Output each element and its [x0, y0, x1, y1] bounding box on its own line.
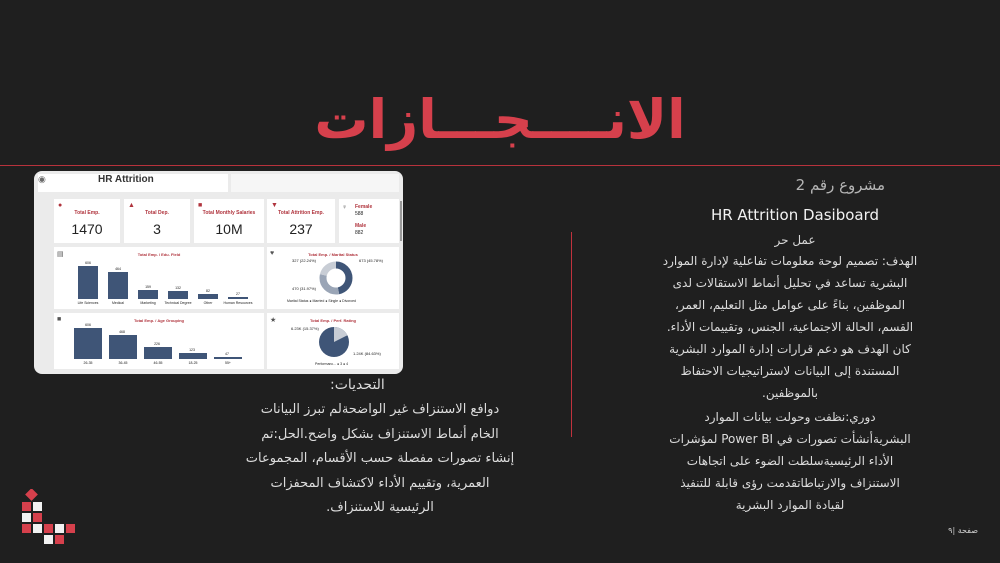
role-line: دوري:نظفت وحولت بيانات الموارد [704, 410, 876, 424]
category-label: 55+ [225, 361, 231, 365]
kpi-total-emp [54, 199, 120, 243]
money-icon: ■ [198, 202, 203, 209]
hr-icon: ◉ [38, 174, 46, 184]
bar-value: 606 [85, 261, 91, 265]
bar-46-55 [144, 347, 172, 359]
donut-label: 470 (31.97%) [292, 286, 317, 291]
goal-line: المستندة إلى البيانات لاستراتيجيات الاحتفاظ [680, 364, 900, 378]
edu-field-panel [54, 247, 264, 309]
dashboard-screenshot [34, 171, 403, 374]
category-label: Other [203, 301, 213, 305]
edu-panel-title: Total Emp. / Edu. Field [137, 252, 181, 257]
challenge-line: الرئيسية للاستنزاف. [326, 500, 434, 515]
heading-divider [0, 165, 1000, 166]
kpi-total-dep [124, 199, 190, 243]
kpi-value: 1470 [71, 221, 103, 237]
role-line: الاستنزاف والارتباطاتقدمت رؤى قابلة للتنفيذ [680, 476, 900, 490]
perf-panel-title: Total Emp. / Perf. Rating [310, 318, 356, 323]
column-divider [571, 232, 572, 437]
kpi-label: Total Monthly Salaries [202, 210, 256, 216]
donut-label: 673 (45.78%) [359, 258, 384, 263]
project-number: مشروع رقم 2 [795, 176, 885, 194]
kpi-label: Total Dep. [145, 210, 169, 216]
male-value: 882 [355, 230, 364, 236]
pie-label: 1.24K (84.63%) [353, 351, 381, 356]
category-label: Human Resources [223, 301, 253, 305]
category-label: Life Sciences [77, 301, 99, 305]
female-value: 588 [355, 211, 364, 217]
goal-line: الموظفين، بناءً على عوامل مثل التعليم، العمر، [674, 298, 906, 312]
scrollbar[interactable] [400, 201, 402, 241]
marital-legend: Marital Status ● Married ● Single ● Divorced [287, 299, 356, 303]
perf-pie-chart [317, 325, 351, 359]
people-icon: ● [58, 202, 63, 209]
goal-line: كان الهدف هو دعم قرارات إدارة الموارد البشرية [669, 342, 911, 356]
perf-legend: Performanc... ● 3 ● 4 [315, 362, 349, 366]
role-line: الأداء الرئيسيةسلطت الضوء على اتجاهات [686, 454, 894, 468]
challenge-line: الخام أنماط الاستنزاف بشكل واضح.الحل:تم [261, 426, 499, 442]
bar-marketing [138, 290, 158, 299]
donut-label: 327 (22.24%) [292, 258, 317, 263]
category-label: 46-55 [153, 361, 163, 365]
bar-value: 27 [236, 292, 240, 296]
dashboard-header-filler [231, 174, 399, 192]
challenge-line: دوافع الاستنزاف غير الواضحةلم تبرز البيانات [260, 402, 500, 417]
marital-donut-chart [316, 258, 356, 298]
challenges-text [200, 398, 560, 521]
age-panel-title: Total Emp. / Age Grouping [134, 318, 184, 323]
challenge-line: إنشاء تصورات مفصلة حسب الأقسام، المجموعات [245, 451, 515, 466]
bar-value: 226 [154, 342, 160, 346]
slide-heading: الانــــجـــازات [314, 88, 686, 151]
gender-card [339, 199, 399, 243]
bar-value: 82 [206, 289, 210, 293]
kpi-attrition [267, 199, 335, 243]
age-grouping-panel [54, 313, 264, 369]
bar-hr [228, 297, 248, 299]
dashboard-title: HR Attrition [98, 174, 154, 185]
goal-line: بالموظفين. [762, 386, 818, 400]
bar-value: 123 [189, 348, 195, 352]
bar-value: 47 [225, 352, 229, 356]
bar-other [198, 294, 218, 299]
perf-rating-panel [267, 313, 399, 369]
goal-line: القسم، الحالة الاجتماعية، الجنس، وتقييمات الأداء. [666, 320, 914, 334]
kpi-value: 10M [215, 221, 243, 237]
pie-label: 6.23K (15.37%) [291, 326, 319, 331]
female-label: Female [355, 204, 373, 210]
brand-logo [20, 489, 76, 545]
project-name: HR Attrition Dasiboard [710, 206, 880, 224]
marital-status-panel [267, 247, 399, 309]
bar-value: 468 [119, 330, 125, 334]
bar-36-45 [109, 335, 137, 359]
project-type: عمل حر [774, 233, 816, 247]
bar-18-25 [179, 353, 207, 359]
gender-icon: ♀ [342, 204, 348, 211]
category-label: 26-35 [83, 361, 93, 365]
org-chart-icon: ▲ [128, 202, 135, 209]
male-label: Male [355, 223, 367, 229]
category-label: Medical [111, 301, 125, 305]
bar-value: 464 [115, 267, 121, 271]
bar-value: 159 [145, 285, 151, 289]
kpi-label: Total Emp. [74, 210, 100, 216]
goal-line: الهدف: تصميم لوحة معلومات تفاعلية لإدارة الموارد [662, 254, 918, 268]
marital-panel-title: Total Emp. / Marital Status [308, 252, 358, 257]
kpi-value: 237 [289, 221, 313, 237]
page-number: صفحة |٩ [948, 526, 978, 535]
education-icon: ▤ [57, 251, 64, 258]
age-icon: ■ [57, 316, 62, 323]
project-role [625, 406, 955, 516]
challenge-line: العمرية، وتقييم الأداء لاكتشاف المحفزات [270, 475, 490, 491]
bar-26-35 [74, 328, 102, 359]
goal-line: البشرية تساعد في تحليل أنماط الاستقالات لدى [672, 276, 908, 290]
marital-icon: ♥ [270, 250, 275, 257]
rating-icon: ★ [270, 317, 277, 324]
bar-life-sciences [78, 266, 98, 299]
category-label: Marketing [140, 301, 156, 305]
attrition-icon: ▼ [271, 202, 278, 209]
kpi-value: 3 [153, 221, 161, 237]
bar-value: 132 [175, 286, 181, 290]
bar-medical [108, 272, 128, 299]
kpi-label: Total Attrition Emp. [278, 210, 324, 216]
role-line: البشريةأنشأت تصورات في Power BI لمؤشرات [669, 432, 911, 446]
bar-technical [168, 291, 188, 299]
role-line: لقيادة الموارد البشرية [735, 498, 845, 512]
challenges-title: التحديات: [330, 377, 385, 393]
bar-55-plus [214, 357, 242, 359]
bar-value: 606 [85, 323, 91, 327]
category-label: Technical Degree [164, 301, 192, 305]
kpi-monthly-salaries [194, 199, 264, 243]
category-label: 18-25 [188, 361, 198, 365]
project-goal [625, 250, 955, 404]
category-label: 36-45 [118, 361, 128, 365]
